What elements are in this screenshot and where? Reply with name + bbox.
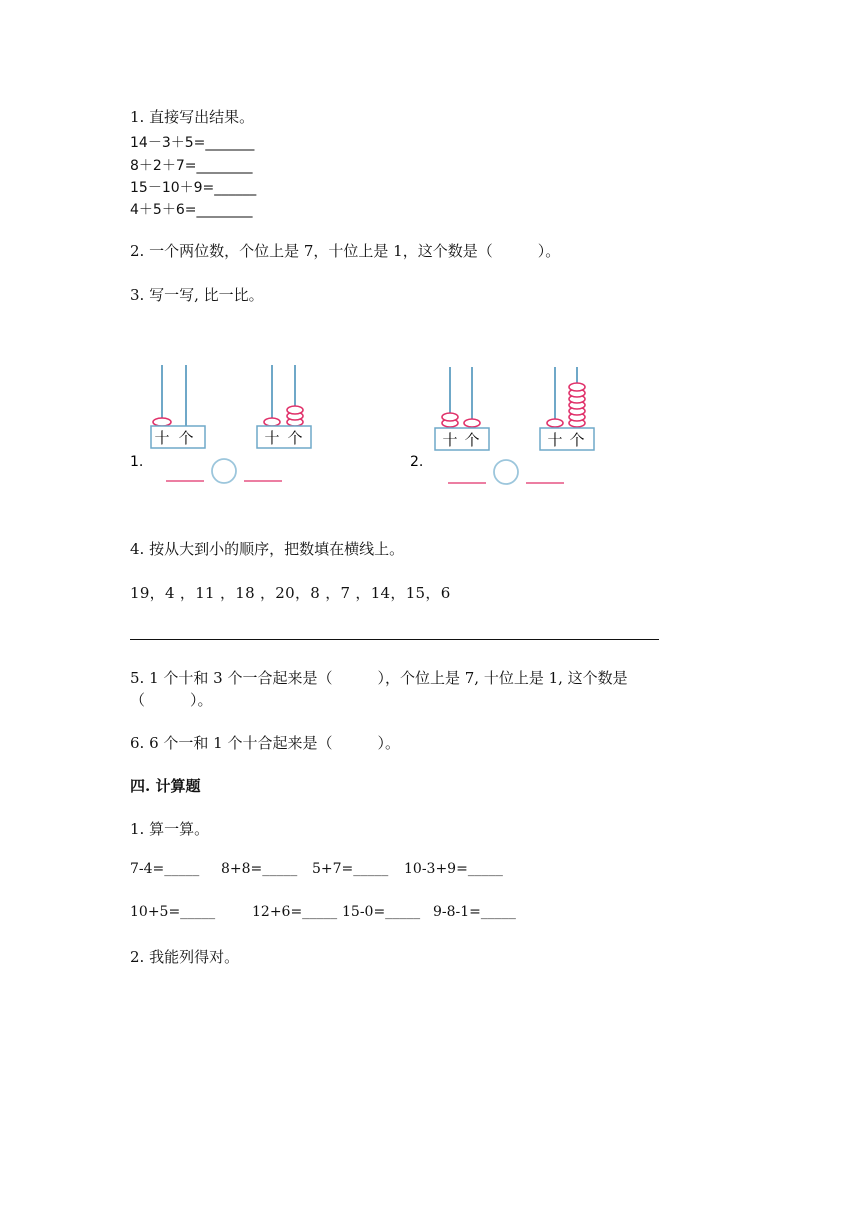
calc1-row2-item3: 15-0=_____ [342, 904, 421, 920]
abacus-bead [464, 419, 480, 427]
compare-circle [494, 460, 518, 484]
q3-item2-label: 2. [410, 454, 424, 470]
q1-line-4: 4＋5＋6=________ [130, 202, 253, 218]
abacus-label-ones: 个 [287, 429, 303, 447]
calc1-row1-item2: 8+8=_____ [221, 861, 298, 877]
abacus-label-tens: 十 [264, 429, 280, 447]
q1-line-3: 15－10＋9=______ [130, 180, 257, 196]
calc1-title: 1. 算一算。 [130, 820, 210, 838]
abacus-label-ones: 个 [569, 431, 585, 449]
abacus-label-tens: 十 [442, 431, 458, 449]
abacus-bead [153, 418, 171, 426]
abacus-label-tens: 十 [154, 429, 170, 447]
abacus-group-1 [151, 365, 205, 448]
calc1-row1-item4: 10-3+9=_____ [404, 861, 503, 877]
abacus-group-4 [540, 367, 594, 450]
q6-text: 6. 6 个一和 1 个十合起来是（ ）。 [130, 734, 400, 752]
q1-title: 1. 直接写出结果。 [130, 108, 255, 126]
abacus-label-ones: 个 [464, 431, 480, 449]
q4-numbers: 19，4 ，11 ，18 ，20，8 ，7 ，14，15，6 [130, 584, 451, 602]
q1-line-2: 8＋2＋7=________ [130, 158, 253, 174]
calc1-row1-item3: 5+7=_____ [312, 861, 389, 877]
q3-title: 3. 写一写, 比一比。 [130, 286, 264, 304]
calc1-row1-item1: 7-4=_____ [130, 861, 200, 877]
abacus-bead [287, 406, 303, 414]
abacus-bead [569, 383, 585, 391]
abacus-label-tens: 十 [547, 431, 563, 449]
q1-line-1: 14－3＋5=_______ [130, 135, 255, 151]
compare-circle [212, 459, 236, 483]
q4-title: 4. 按从大到小的顺序，把数填在横线上。 [130, 540, 405, 558]
q5-line-2: （ ）。 [130, 691, 213, 709]
calc1-row2-item1: 10+5=_____ [130, 904, 216, 920]
q3-item1-label: 1. [130, 454, 144, 470]
abacus-figure [120, 355, 620, 495]
q5-line-1: 5. 1 个十和 3 个一合起来是（ ），个位上是 7, 十位上是 1, 这个数是 [130, 669, 628, 687]
abacus-group-3 [435, 367, 489, 450]
calc1-row2-item4: 9-8-1=_____ [433, 904, 516, 920]
abacus-bead [442, 413, 458, 421]
abacus-bead [547, 419, 563, 427]
calc1-row2-item2: 12+6=_____ [252, 904, 338, 920]
abacus-label-ones: 个 [178, 429, 194, 447]
abacus-group-2 [257, 365, 311, 448]
q2-text: 2. 一个两位数，个位上是 7，十位上是 1，这个数是（ ）。 [130, 242, 561, 260]
calc2-title: 2. 我能列得对。 [130, 948, 240, 966]
abacus-bead [264, 418, 280, 426]
section-title: 四. 计算题 [130, 777, 201, 795]
q4-answer-line[interactable] [130, 639, 659, 640]
